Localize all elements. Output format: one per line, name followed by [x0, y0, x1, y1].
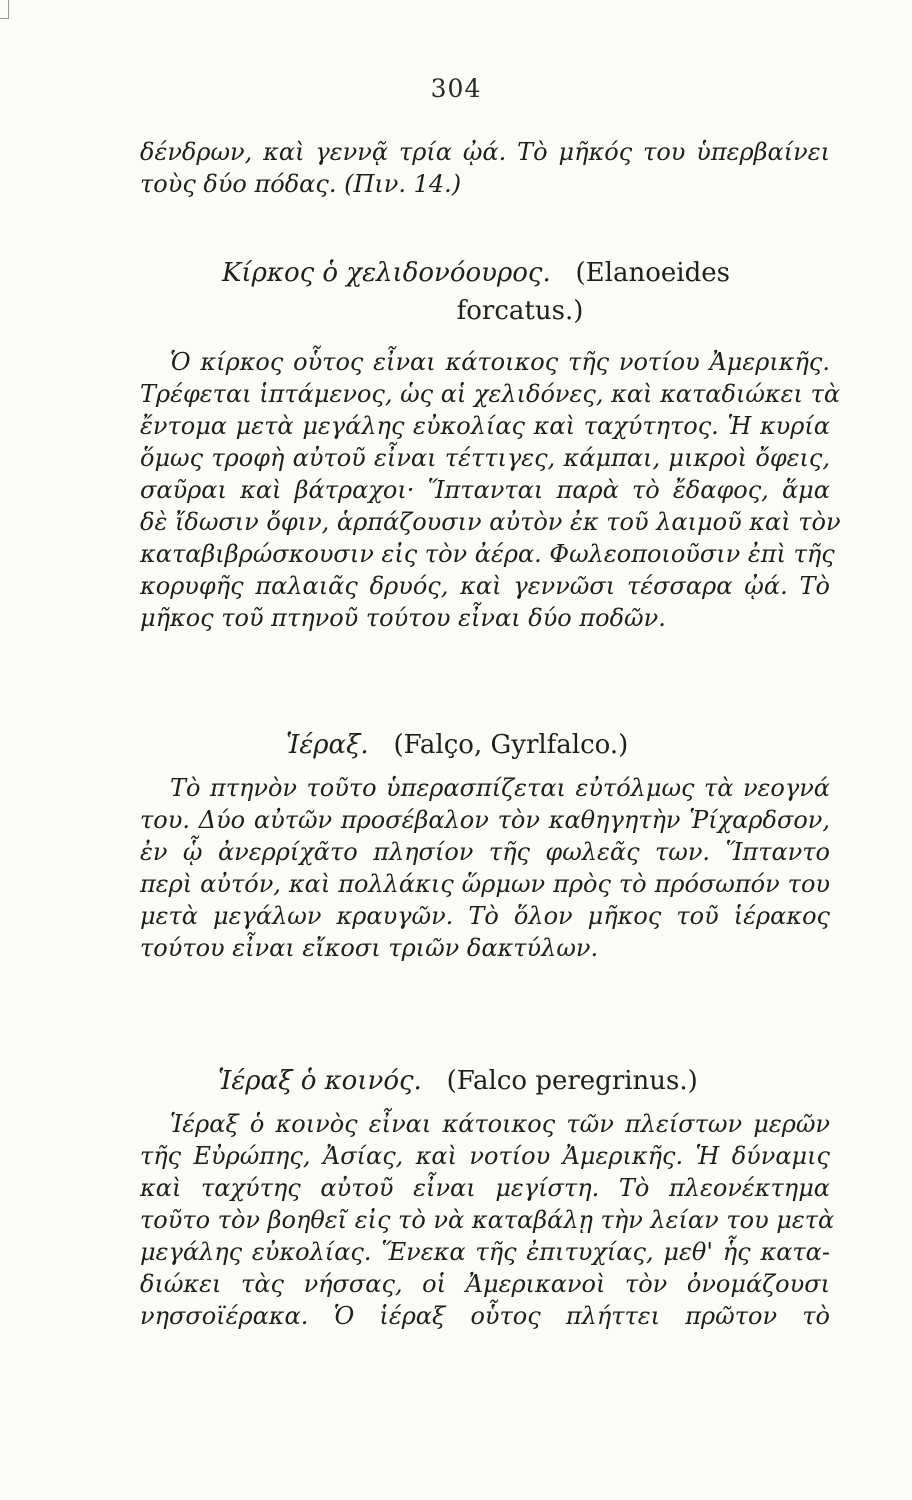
page-number: 304 — [430, 74, 482, 103]
heading-greek: Ἱέραξ. — [286, 730, 369, 760]
scan-corner-mark — [0, 0, 9, 19]
text-line: ἔντομα μετὰ μεγάλης εὐκολίας καὶ ταχύτητος. Ἡ κυρία — [140, 412, 830, 440]
text-line: δὲ ἴδωσιν ὄφιν, ἁρπάζουσιν αὐτὸν ἐκ τοῦ λαιμοῦ καὶ τὸν — [140, 508, 841, 536]
text-line: τοὺς δύο πόδας. (Πιν. 14.) — [140, 170, 462, 198]
section-heading-kirkos — [140, 254, 830, 330]
section-heading-ierax — [140, 726, 830, 764]
text-line: τοῦτο τὸν βοηθεῖ εἰς τὸ νὰ καταβάλῃ τὴν λείαν του μετὰ — [140, 1206, 835, 1234]
text-line: τούτου εἶναι εἴκοσι τριῶν δακτύλων. — [140, 934, 599, 962]
text-line: ὅμως τροφὴ αὐτοῦ εἶναι τέττιγες, κάμπαι, μικροὶ ὄφεις, — [140, 444, 830, 472]
heading-latin: (Falco peregrinus.) — [446, 1066, 698, 1096]
heading-greek: Ἱέραξ ὁ κοινός. — [218, 1066, 422, 1096]
text-line: Τὸ πτηνὸν τοῦτο ὑπερασπίζεται εὐτόλμως τὰ νεογνά — [170, 774, 830, 802]
text-line: δένδρων, καὶ γεννᾷ τρία ᾠά. Τὸ μῆκός του ὑπερβαίνει — [140, 138, 830, 166]
text-line: κορυφῆς παλαιᾶς δρυός, καὶ γεννῶσι τέσσαρα ᾠά. Τὸ — [140, 572, 830, 600]
text-line: διώκει τὰς νήσσας, οἱ Ἀμερικανοὶ τὸν ὀνομάζουσι — [140, 1270, 830, 1298]
text-line: μῆκος τοῦ πτηνοῦ τούτου εἶναι δύο ποδῶν. — [140, 604, 666, 632]
section-body-kirkos — [140, 346, 841, 634]
text-line: μεγάλης εὐκολίας. Ἕνεκα τῆς ἐπιτυχίας, μεθ' ἧς κατα- — [140, 1238, 830, 1266]
heading-latin: (Elanoeides — [575, 258, 730, 288]
heading-latin-continued: forcatus.) — [456, 296, 584, 326]
text-line: μετὰ μεγάλων κραυγῶν. Τὸ ὅλον μῆκος τοῦ ἱέρακος — [140, 902, 830, 930]
section-heading-ierax-koinos — [140, 1062, 830, 1100]
section-body-ierax-koinos — [140, 1108, 835, 1332]
text-line: καὶ ταχύτης αὐτοῦ εἶναι μεγίστη. Τὸ πλεονέκτημα — [140, 1174, 830, 1202]
text-line: του. Δύο αὐτῶν προσέβαλον τὸν καθηγητὴν Ῥίχαρδσον, — [140, 806, 830, 834]
continuation-paragraph — [140, 136, 830, 200]
text-line: περὶ αὐτόν, καὶ πολλάκις ὥρμων πρὸς τὸ πρόσωπόν του — [140, 870, 830, 898]
text-line: σαῦραι καὶ βάτραχοι· Ἵπτανται παρὰ τὸ ἔδαφος, ἅμα — [140, 476, 830, 504]
text-line: ἐν ᾧ ἀνερρίχᾶτο πλησίον τῆς φωλεᾶς των. Ἵπταντο — [140, 838, 830, 866]
text-line: Ἱέραξ ὁ κοινὸς εἶναι κάτοικος τῶν πλείστων μερῶν — [170, 1110, 830, 1138]
text-line: Ὁ κίρκος οὗτος εἶναι κάτοικος τῆς νοτίου Ἀμερικῆς. — [170, 348, 830, 376]
text-line: καταβιβρώσκουσιν εἰς τὸν ἀέρα. Φωλεοποιοῦσιν ἐπὶ τῆς — [140, 540, 835, 568]
heading-latin: (Falço, Gyrlfalco.) — [393, 730, 629, 760]
text-line: τῆς Εὐρώπης, Ἀσίας, καὶ νοτίου Ἀμερικῆς. Ἡ δύναμις — [140, 1142, 830, 1170]
section-body-ierax — [140, 772, 830, 964]
text-line: Τρέφεται ἱπτάμενος, ὡς αἱ χελιδόνες, καὶ καταδιώκει τὰ — [140, 380, 841, 408]
heading-greek: Κίρκος ὁ χελιδονόουρος. — [222, 258, 551, 288]
text-line: νησσοϊέρακα. Ὁ ἱέραξ οὗτος πλήττει πρῶτον τὸ — [140, 1302, 830, 1330]
